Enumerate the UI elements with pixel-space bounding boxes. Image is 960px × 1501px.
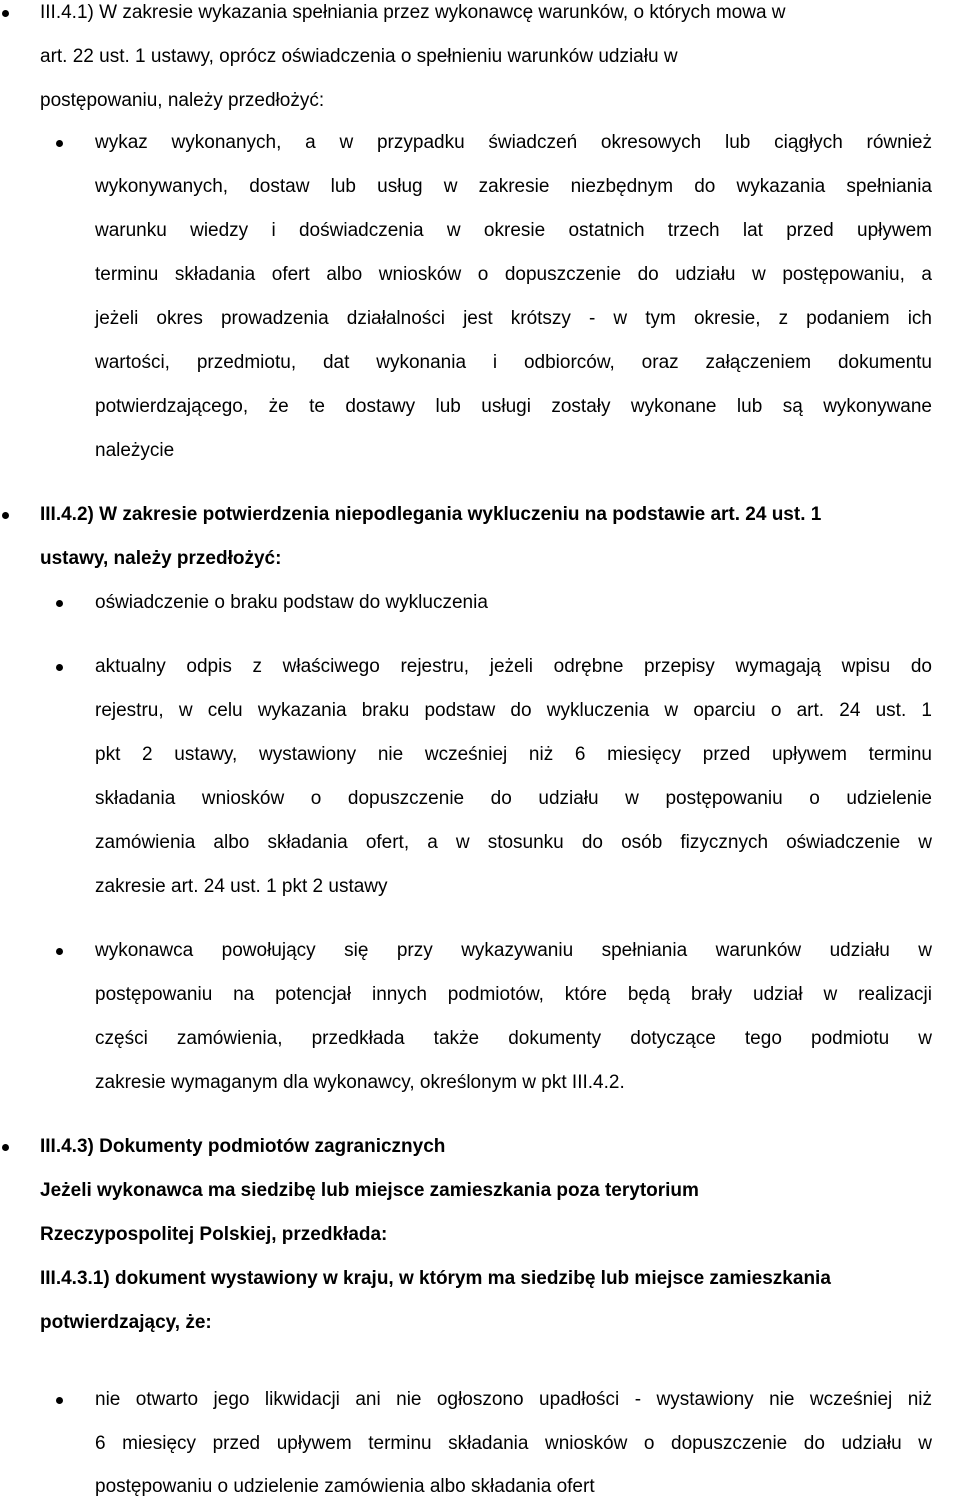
list-item-line: części zamówienia, przedkłada także dokumenty dotyczące tego podmiotu w [95, 1028, 932, 1049]
subheading-line: Jeżeli wykonawca ma siedzibę lub miejsce zamieszkania poza terytorium [40, 1180, 699, 1201]
list-item-line: oświadczenie o braku podstaw do wykluczenia [95, 592, 488, 613]
list-item-line: aktualny odpis z właściwego rejestru, jeżeli odrębne przepisy wymagają wpisu do [95, 656, 932, 677]
list-item-line: składania wniosków o dopuszczenie do udziału w postępowaniu o udzielenie [95, 788, 932, 809]
section-heading-line: art. 22 ust. 1 ustawy, oprócz oświadczenia o spełnieniu warunków udziału w [40, 46, 678, 67]
list-item-line: jeżeli okres prowadzenia działalności jest krótszy - w tym okresie, z podaniem ich [95, 308, 932, 329]
list-item-line: zakresie art. 24 ust. 1 pkt 2 ustawy [95, 876, 388, 897]
list-item-line: postępowaniu na potencjał innych podmiotów, które będą brały udział w realizacji [95, 984, 932, 1005]
list-item-line: potwierdzającego, że te dostawy lub usługi zostały wykonane lub są wykonywane [95, 396, 932, 417]
bullet-icon [2, 512, 9, 519]
list-item-line: 6 miesięcy przed upływem terminu składania wniosków o dopuszczenie do udziału w [95, 1433, 932, 1454]
section-heading-line: III.4.2) W zakresie potwierdzenia niepodlegania wykluczeniu na podstawie art. 24 ust. 1 [40, 504, 822, 525]
list-item-line: warunku wiedzy i doświadczenia w okresie ostatnich trzech lat przed upływem [95, 220, 932, 241]
list-item-line: wykonywanych, dostaw lub usług w zakresie niezbędnym do wykazania spełniania [95, 176, 932, 197]
point-heading-line: III.4.3.1) dokument wystawiony w kraju, w którym ma siedzibę lub miejsce zamieszkania [40, 1268, 831, 1289]
point-heading-line: potwierdzający, że: [40, 1312, 212, 1333]
bullet-icon [56, 948, 63, 955]
section-heading-line: postępowaniu, należy przedłożyć: [40, 90, 325, 111]
list-item-line: pkt 2 ustawy, wystawiony nie wcześniej niż 6 miesięcy przed upływem terminu [95, 744, 932, 765]
bullet-icon [2, 1144, 9, 1151]
list-item-line: należycie [95, 440, 175, 461]
list-item-line: nie otwarto jego likwidacji ani nie ogłoszono upadłości - wystawiony nie wcześniej niż [95, 1389, 932, 1410]
list-item-line: wartości, przedmiotu, dat wykonania i odbiorców, oraz załączeniem dokumentu [95, 352, 932, 373]
list-item-line: zakresie wymaganym dla wykonawcy, określonym w pkt III.4.2. [95, 1072, 625, 1093]
bullet-icon [56, 1397, 63, 1404]
section-heading-line: ustawy, należy przedłożyć: [40, 548, 282, 569]
section-heading-line: III.4.1) W zakresie wykazania spełniania przez wykonawcę warunków, o których mowa w [40, 2, 786, 23]
list-item-line: postępowaniu o udzielenie zamówienia albo składania ofert [95, 1476, 595, 1497]
list-item-line: wykonawca powołujący się przy wykazywaniu spełniania warunków udziału w [95, 940, 932, 961]
section-heading: III.4.3) Dokumenty podmiotów zagranicznych [40, 1136, 446, 1157]
subheading-line: Rzeczypospolitej Polskiej, przedkłada: [40, 1224, 388, 1245]
list-item-line: rejestru, w celu wykazania braku podstaw do wykluczenia w oparciu o art. 24 ust. 1 [95, 700, 932, 721]
bullet-icon [56, 600, 63, 607]
list-item-line: zamówienia albo składania ofert, a w stosunku do osób fizycznych oświadczenie w [95, 832, 932, 853]
bullet-icon [2, 10, 9, 17]
list-item-line: wykaz wykonanych, a w przypadku świadczeń okresowych lub ciągłych również [95, 132, 932, 153]
list-item-line: terminu składania ofert albo wniosków o dopuszczenie do udziału w postępowaniu, a [95, 264, 932, 285]
bullet-icon [56, 664, 63, 671]
bullet-icon [56, 140, 63, 147]
